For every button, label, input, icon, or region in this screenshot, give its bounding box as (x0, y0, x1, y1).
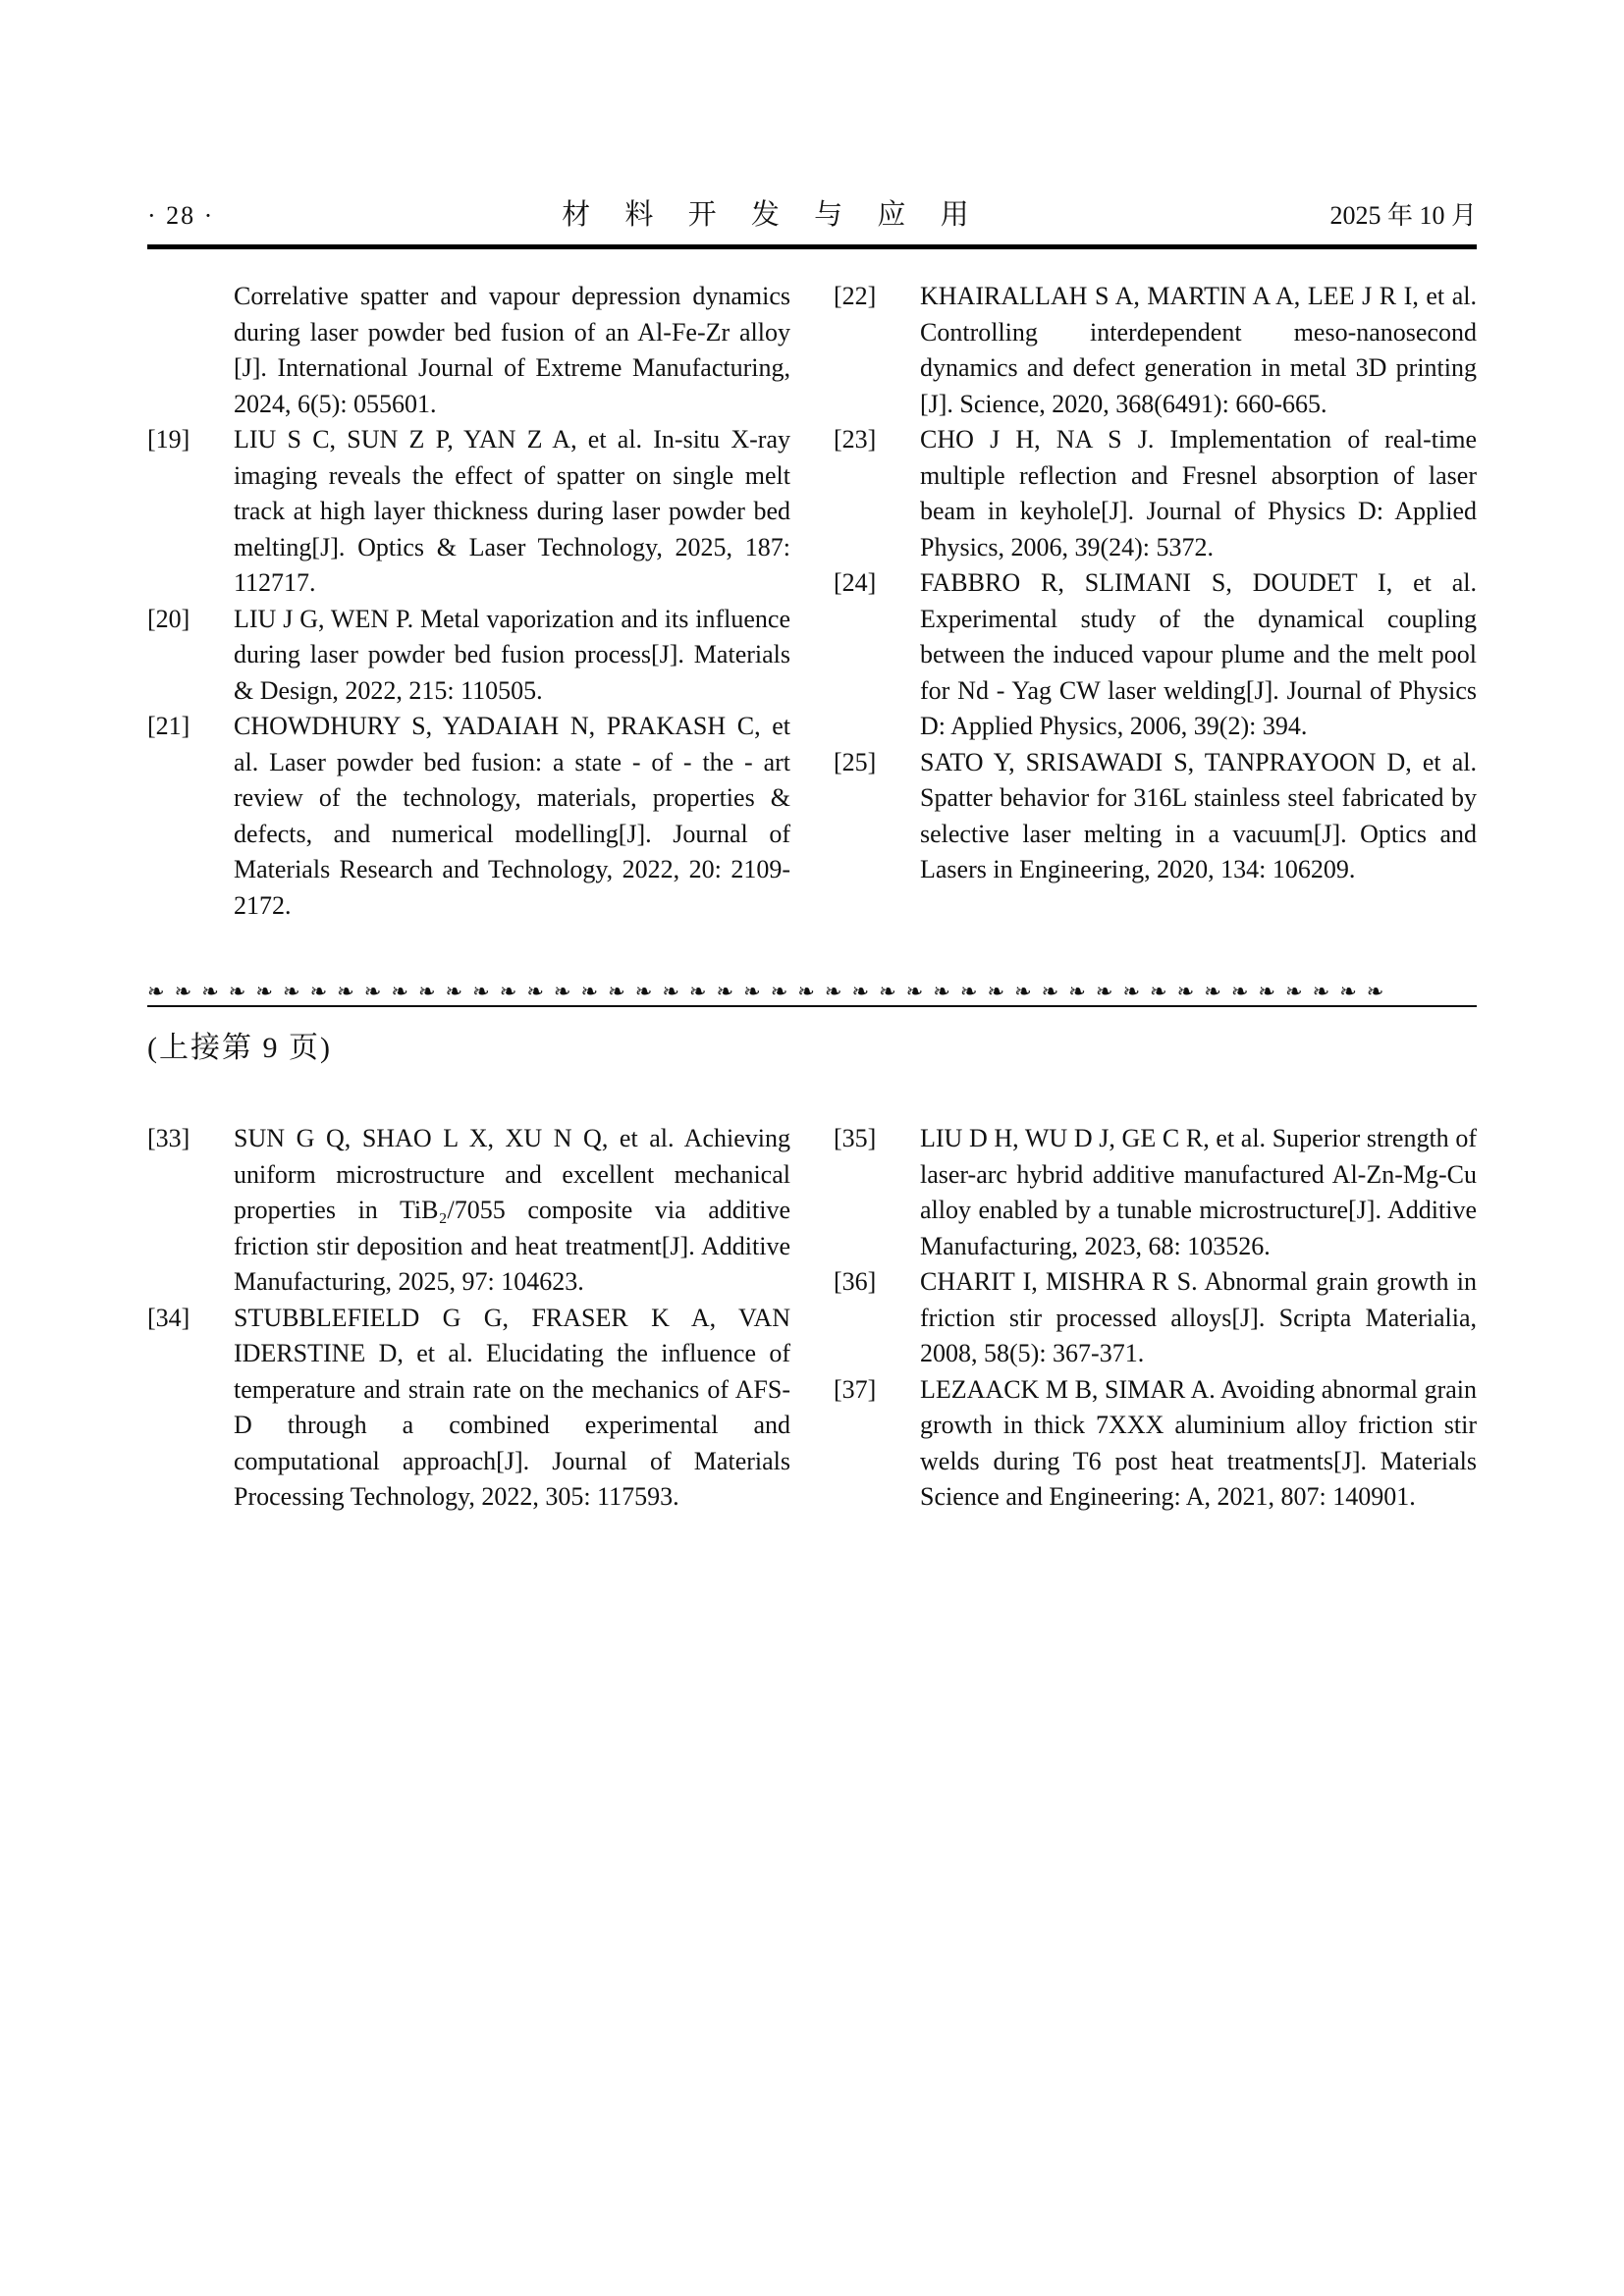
reference-number: [33] (147, 1124, 190, 1152)
reference-entry-22 (834, 279, 1477, 422)
reference-text: CHO J H, NA S J. Implementation of real-time multiple reflection and Fresnel absorption of laser beam in keyhole[J]. Journal of Physics D: Applied Physics, 2006, 39(24): 5372. (920, 425, 1477, 561)
journal-title: 材 料 开 发 与 应 用 (562, 199, 983, 231)
reference-number: [23] (834, 425, 877, 454)
reference-text: SUN G Q, SHAO L X, XU N Q, et al. Achieving uniform microstructure and excellent mechanical properties in TiB₂/7055 composite via additive friction stir deposition and heat treatment[J]. Additive Manufacturing, 2025, 97: 104623. (234, 1124, 790, 1296)
reference-number: [20] (147, 604, 190, 633)
reference-number: [37] (834, 1374, 877, 1404)
reference-entry-35 (834, 1121, 1477, 1264)
page-number: · 28 · (147, 201, 215, 230)
reference-entry-18-continued (147, 279, 790, 422)
issue-date: 2025 年 10 月 (1329, 201, 1477, 230)
running-head (147, 0, 1477, 233)
reference-text: CHARIT I, MISHRA R S. Abnormal grain growth in friction stir processed alloys[J]. Scripta Materialia, 2008, 58(5): 367-371. (920, 1267, 1477, 1367)
reference-number: [19] (147, 425, 190, 454)
reference-text: FABBRO R, SLIMANI S, DOUDET I, et al. Experimental study of the dynamical coupling between the induced vapour plume and the melt pool for Nd - Yag CW laser welding[J]. Journal of Physics D: Applied Physics, 2006, 39(2): 394. (920, 568, 1477, 740)
reference-text: LIU J G, WEN P. Metal vaporization and its influence during laser powder bed fusion process[J]. Materials & Design, 2022, 215: 110505. (234, 604, 790, 705)
references-top-left-column (147, 279, 790, 924)
reference-number: [35] (834, 1124, 877, 1152)
header-rule (147, 244, 1477, 249)
reference-text: LEZAACK M B, SIMAR A. Avoiding abnormal grain growth in thick 7XXX aluminium alloy friction stir welds during T6 post heat treatments[J]. Materials Science and Engineering: A, 2021, 807: 140901. (920, 1374, 1477, 1511)
reference-number: [22] (834, 282, 877, 310)
reference-entry-36 (834, 1264, 1477, 1372)
reference-text: LIU S C, SUN Z P, YAN Z A, et al. In-situ X-ray imaging reveals the effect of spatter on single melt track at high layer thickness during laser powder bed melting[J]. Optics & Laser Technology, 2025, 187: 112717. (234, 425, 790, 597)
reference-number: [36] (834, 1267, 877, 1296)
reference-entry-33 (147, 1121, 790, 1301)
references-bottom-right-column (834, 1121, 1477, 1516)
references-bottom-section (147, 1121, 1477, 1516)
reference-text: CHOWDHURY S, YADAIAH N, PRAKASH C, et al. Laser powder bed fusion: a state - of - the - art review of the technology, materials, properties & defects, and numerical modelling[J]. Journal of Materials Research and Technology, 2022, 20: 2109-2172. (234, 712, 790, 920)
reference-text: LIU D H, WU D J, GE C R, et al. Superior strength of laser-arc hybrid additive manufactured Al-Zn-Mg-Cu alloy enabled by a tunable microstructure[J]. Additive Manufacturing, 2023, 68: 103526. (920, 1124, 1477, 1260)
reference-entry-37 (834, 1372, 1477, 1516)
reference-text: STUBBLEFIELD G G, FRASER K A, VAN IDERSTINE D, et al. Elucidating the influence of temperature and strain rate on the mechanics of AFS-D through a combined experimental and computational approach[J]. Journal of Materials Processing Technology, 2022, 305: 117593. (234, 1303, 790, 1511)
references-top-right-column (834, 279, 1477, 924)
references-top-section (147, 279, 1477, 924)
reference-entry-34 (147, 1301, 790, 1516)
reference-text: KHAIRALLAH S A, MARTIN A A, LEE J R I, et al. Controlling interdependent meso-nanosecond dynamics and defect generation in metal 3D printing [J]. Science, 2020, 368(6491): 660-665. (920, 282, 1477, 418)
reference-entry-21 (147, 709, 790, 924)
reference-entry-20 (147, 602, 790, 710)
reference-number: [34] (147, 1303, 190, 1332)
references-bottom-left-column (147, 1121, 790, 1516)
reference-entry-25 (834, 745, 1477, 888)
reference-text: Correlative spatter and vapour depression dynamics during laser powder bed fusion of an Al-Fe-Zr alloy [J]. International Journal of Extreme Manufacturing, 2024, 6(5): 055601. (234, 282, 790, 418)
reference-entry-23 (834, 422, 1477, 565)
reference-number: [24] (834, 568, 877, 597)
reference-entry-24 (834, 565, 1477, 745)
reference-number: [25] (834, 747, 877, 776)
continued-from-page-note: (上接第 9 页) (147, 1032, 332, 1064)
reference-text: SATO Y, SRISAWADI S, TANPRAYOON D, et al. Spatter behavior for 316L stainless steel fabricated by selective laser melting in a vacuum[J]. Optics and Lasers in Engineering, 2020, 134: 106209. (920, 747, 1477, 883)
ornament-separator-band: ❧❧❧❧❧❧❧❧❧❧❧❧❧❧❧❧❧❧❧❧❧❧❧❧❧❧❧❧❧❧❧❧❧❧❧❧❧❧❧❧❧❧❧❧❧❧ (147, 979, 1477, 1007)
reference-entry-19 (147, 422, 790, 602)
reference-number (147, 279, 234, 422)
reference-number: [21] (147, 712, 190, 740)
